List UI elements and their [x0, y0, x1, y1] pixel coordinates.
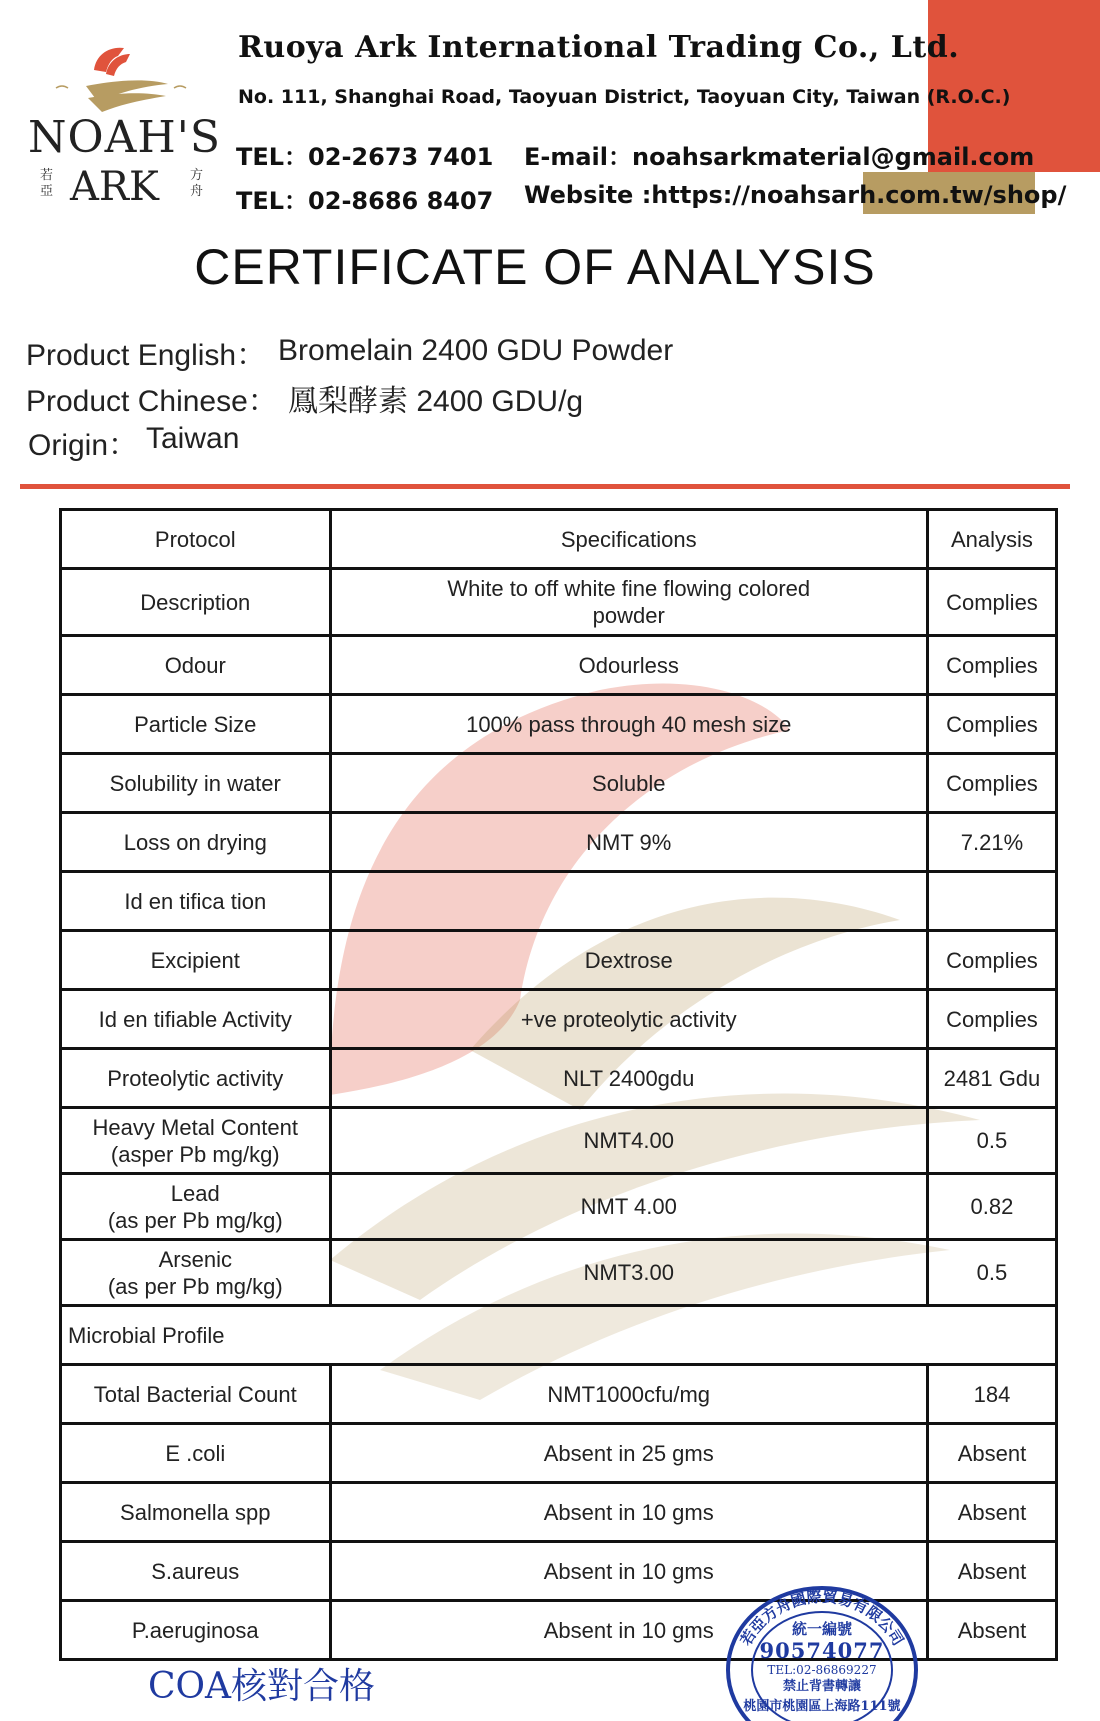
header-specifications: Specifications — [330, 510, 927, 569]
spec-cell: NMT3.00 — [330, 1240, 927, 1306]
analysis-cell: 2481 Gdu — [927, 1049, 1056, 1108]
website: Website :https://noahsarh.com.tw/shop/ — [524, 181, 1067, 209]
header-analysis: Analysis — [927, 510, 1056, 569]
analysis-cell: 0.5 — [927, 1240, 1056, 1306]
stamp-tax-id: 90574077 — [759, 1638, 885, 1663]
protocol-sub: (as per Pb mg/kg) — [107, 1273, 283, 1299]
table-row — [61, 931, 1057, 990]
analysis-cell: Absent — [927, 1601, 1056, 1660]
protocol-cell: Particle Size — [61, 695, 331, 754]
table-row — [61, 636, 1057, 695]
origin-value: Taiwan — [146, 422, 240, 455]
table-header-row — [61, 510, 1057, 569]
spec-cell: NLT 2400gdu — [330, 1049, 927, 1108]
spec-cell: Dextrose — [330, 931, 927, 990]
table-row — [61, 695, 1057, 754]
spec-cell: Absent in 10 gms — [330, 1542, 927, 1601]
protocol-cell: P.aeruginosa — [61, 1601, 331, 1660]
protocol-cell — [61, 1174, 331, 1240]
microbial-profile-label: Microbial Profile — [61, 1306, 1057, 1365]
protocol-cell: Total Bacterial Count — [61, 1365, 331, 1424]
protocol-sub: (asper Pb mg/kg) — [110, 1141, 280, 1167]
spec-cell: Odourless — [330, 636, 927, 695]
analysis-cell: Complies — [927, 636, 1056, 695]
approval-signature: COA核對合格 — [148, 1666, 376, 1707]
analysis-cell: Absent — [927, 1424, 1056, 1483]
logo-cjk-left: 若亞 — [40, 168, 54, 199]
spec-cell: 100% pass through 40 mesh size — [330, 695, 927, 754]
table-row — [61, 754, 1057, 813]
analysis-cell: Complies — [927, 569, 1056, 636]
stamp-ring-text: 若亞方舟國際貿易有限公司 — [736, 1587, 908, 1649]
header-protocol: Protocol — [61, 510, 331, 569]
spec-cell: White to off white fine flowing colored powder — [330, 569, 927, 636]
company-seal-stamp — [722, 1586, 922, 1721]
origin-label: Origin： — [28, 429, 139, 462]
table-row — [61, 1240, 1057, 1306]
microbial-section-row — [61, 1306, 1057, 1365]
analysis-table — [59, 508, 1058, 1661]
protocol-sub: (as per Pb mg/kg) — [107, 1207, 283, 1233]
spec-cell: Absent in 10 gms — [330, 1483, 927, 1542]
spec-cell: +ve proteolytic activity — [330, 990, 927, 1049]
table-row — [61, 990, 1057, 1049]
tel-2: TEL：02-8686 8407 — [236, 187, 494, 215]
analysis-cell: Absent — [927, 1542, 1056, 1601]
protocol-cell: Solubility in water — [61, 754, 331, 813]
spec-cell: NMT4.00 — [330, 1108, 927, 1174]
spec-cell: NMT1000cfu/mg — [330, 1365, 927, 1424]
product-chinese-value: 鳳梨酵素 2400 GDU/g — [288, 385, 584, 418]
company-name: Ruoya Ark International Trading Co., Ltd. — [238, 30, 960, 65]
analysis-cell: Absent — [927, 1483, 1056, 1542]
product-chinese-label: Product Chinese： — [26, 385, 278, 418]
analysis-cell: 0.82 — [927, 1174, 1056, 1240]
analysis-cell: 184 — [927, 1365, 1056, 1424]
protocol-cell: Description — [61, 569, 331, 636]
tel-1: TEL：02-2673 7401 — [236, 143, 494, 171]
email: E-mail：noahsarkmaterial@gmail.com — [524, 143, 1035, 171]
company-address: No. 111, Shanghai Road, Taoyuan District, Taoyuan City, Taiwan (R.O.C.) — [238, 86, 1011, 108]
protocol-cell: Salmonella spp — [61, 1483, 331, 1542]
protocol-cell: Loss on drying — [61, 813, 331, 872]
product-english-value: Bromelain 2400 GDU Powder — [278, 334, 674, 367]
table-row — [61, 1174, 1057, 1240]
logo-cjk-right: 方舟 — [190, 168, 204, 199]
product-english-label: Product English： — [26, 339, 267, 372]
analysis-cell: Complies — [927, 754, 1056, 813]
spec-cell: NMT 4.00 — [330, 1174, 927, 1240]
logo-brand-line2: ARK — [70, 164, 159, 210]
analysis-cell: Complies — [927, 695, 1056, 754]
table-row — [61, 1365, 1057, 1424]
protocol-cell: Proteolytic activity — [61, 1049, 331, 1108]
table-row — [61, 1424, 1057, 1483]
table-row — [61, 1049, 1057, 1108]
protocol-main: Heavy Metal Content — [92, 1114, 298, 1140]
spec-cell: Absent in 25 gms — [330, 1424, 927, 1483]
document-title: CERTIFICATE OF ANALYSIS — [194, 239, 876, 295]
spec-cell — [330, 872, 927, 931]
analysis-cell — [927, 872, 1056, 931]
header-divider — [20, 484, 1070, 489]
spec-cell: Absent in 10 gms — [330, 1601, 927, 1660]
stamp-bottom-text: 桃園市桃園區上海路111號 — [743, 1699, 901, 1714]
protocol-cell: Id en tifica tion — [61, 872, 331, 931]
spec-cell: Soluble — [330, 754, 927, 813]
protocol-cell: S.aureus — [61, 1542, 331, 1601]
stamp-tel: TEL:02-86869227 — [767, 1663, 877, 1677]
analysis-cell: Complies — [927, 990, 1056, 1049]
table-row — [61, 813, 1057, 872]
protocol-main: Arsenic — [158, 1246, 232, 1272]
protocol-cell — [61, 1108, 331, 1174]
protocol-cell: Odour — [61, 636, 331, 695]
analysis-cell: 7.21% — [927, 813, 1056, 872]
protocol-cell — [61, 1240, 331, 1306]
stamp-center-title: 統一編號 — [791, 1620, 853, 1638]
protocol-main: Lead — [170, 1180, 220, 1206]
protocol-cell: Excipient — [61, 931, 331, 990]
analysis-cell: Complies — [927, 931, 1056, 990]
analysis-cell: 0.5 — [927, 1108, 1056, 1174]
protocol-cell: Id en tifiable Activity — [61, 990, 331, 1049]
spec-cell: NMT 9% — [330, 813, 927, 872]
protocol-cell: E .coli — [61, 1424, 331, 1483]
stamp-note: 禁止背書轉讓 — [782, 1679, 862, 1694]
table-row — [61, 872, 1057, 931]
logo-brand-line1: NOAH'S — [28, 112, 221, 163]
table-row — [61, 569, 1057, 636]
table-row — [61, 1108, 1057, 1174]
table-row — [61, 1483, 1057, 1542]
